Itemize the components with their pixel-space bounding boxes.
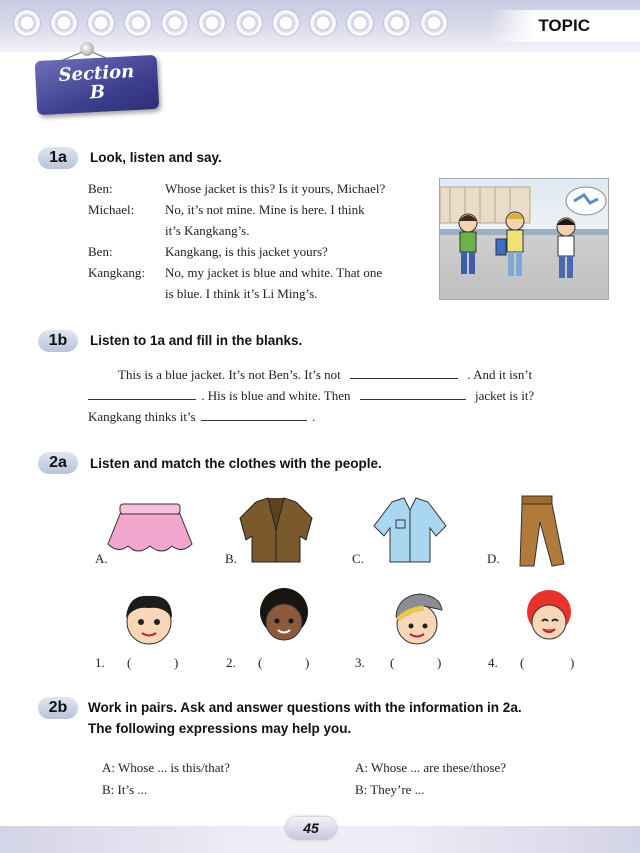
sentence-part: Kangkang thinks it’s (88, 409, 196, 424)
sentence-part: jacket is it? (475, 388, 535, 403)
decor-dot (125, 10, 151, 36)
exercise-title-1a: Look, listen and say. (90, 150, 222, 165)
exercise-title-1b: Listen to 1a and fill in the blanks. (90, 333, 303, 348)
topic-label: TOPIC (490, 10, 640, 42)
clothes-label-c: C. (352, 551, 364, 566)
exercise-title-2b-line1: Work in pairs. Ask and answer questions with the information in 2a. (88, 700, 522, 715)
pink-skirt-icon (104, 500, 196, 560)
brown-trousers-icon (512, 494, 572, 568)
decor-dot (88, 10, 114, 36)
dialogue-line (88, 241, 433, 262)
dialogue-line (88, 220, 433, 241)
header-bar (0, 0, 640, 52)
paren-close: ) (570, 655, 575, 670)
paren-open: ( (520, 655, 525, 670)
decor-dot (14, 10, 40, 36)
blue-shirt-icon (370, 496, 450, 566)
expression-question: A: Whose ... is this/that? (102, 760, 230, 775)
dialogue-line (88, 262, 433, 283)
speaker (88, 283, 165, 304)
fill-line-1 (118, 366, 532, 383)
decor-dot (421, 10, 447, 36)
fill-line-2 (88, 387, 534, 404)
exercise-title-2b-line2: The following expressions may help you. (88, 721, 352, 736)
person-number-4: 4. (488, 655, 498, 670)
exercise-title-2a: Listen and match the clothes with the people. (90, 456, 382, 471)
dialogue-line (88, 199, 433, 220)
dialogue-line (88, 283, 433, 304)
page-number: 45 (286, 817, 336, 839)
paren-open: ( (258, 655, 263, 670)
decor-dot (310, 10, 336, 36)
decor-dot (162, 10, 188, 36)
answer-blank[interactable] (201, 408, 307, 421)
speaker (88, 220, 165, 241)
person-number-3: 3. (355, 655, 365, 670)
line-text: No, it’s not mine. Mine is here. I think (165, 202, 365, 217)
paren-close: ) (305, 655, 310, 670)
sentence-part: This is a blue jacket. It’s not Ben’s. It’s not (118, 367, 341, 382)
paren-close: ) (174, 655, 179, 670)
dialogue-1a (88, 178, 433, 304)
brown-jacket-icon (236, 496, 316, 566)
speaker: Ben: (88, 244, 113, 259)
expression-answer: B: They’re ... (355, 782, 425, 797)
girl-red-hair-icon (520, 586, 578, 648)
answer-blank[interactable] (360, 387, 466, 400)
speaker: Michael: (88, 202, 135, 217)
sentence-part: . His is blue and white. Then (201, 388, 351, 403)
expression-question: A: Whose ... are these/those? (355, 760, 507, 775)
speaker: Ben: (88, 181, 113, 196)
answer-blank[interactable] (350, 366, 458, 379)
paren-close: ) (437, 655, 442, 670)
illustration-kids-jacket (439, 178, 609, 300)
paren-open: ( (127, 655, 132, 670)
section-word: Section (58, 61, 135, 86)
line-text: is blue. I think it’s Li Ming’s. (165, 286, 318, 301)
fill-line-3 (88, 408, 315, 425)
boy-cap-icon (384, 586, 450, 650)
kids-scene-icon (440, 179, 608, 299)
exercise-badge-2b: 2b (38, 697, 78, 719)
paren-open: ( (390, 655, 395, 670)
line-text: Kangkang, is this jacket yours? (165, 244, 328, 259)
line-text: it’s Kangkang’s. (165, 223, 250, 238)
exercise-badge-1b: 1b (38, 330, 78, 352)
expression-answer: B: It’s ... (102, 782, 148, 797)
exercise-badge-1a: 1a (38, 147, 78, 169)
clothes-label-b: B. (225, 551, 237, 566)
expression-left (102, 757, 230, 801)
dialogue-line (88, 178, 433, 199)
person-number-2: 2. (226, 655, 236, 670)
decor-dot (236, 10, 262, 36)
expression-right (355, 757, 506, 801)
clothes-label-a: A. (95, 551, 108, 566)
decor-dot (273, 10, 299, 36)
clothes-label-d: D. (487, 551, 500, 566)
girl-curly-hair-icon (251, 586, 317, 650)
line-text: Whose jacket is this? Is it yours, Michael? (165, 181, 386, 196)
speaker: Kangkang: (88, 265, 146, 280)
exercise-badge-2a: 2a (38, 452, 78, 474)
header-dots (14, 10, 447, 36)
line-text: No, my jacket is blue and white. That one (165, 265, 383, 280)
section-card (35, 55, 160, 115)
section-letter: B (89, 81, 106, 104)
answer-blank[interactable] (88, 387, 196, 400)
decor-dot (347, 10, 373, 36)
decor-dot (51, 10, 77, 36)
sentence-part: . And it isn’t (467, 367, 533, 382)
pin-icon (80, 42, 94, 56)
decor-dot (384, 10, 410, 36)
person-number-1: 1. (95, 655, 105, 670)
decor-dot (199, 10, 225, 36)
boy-black-hair-icon (116, 588, 182, 650)
sentence-part: . (312, 409, 316, 424)
